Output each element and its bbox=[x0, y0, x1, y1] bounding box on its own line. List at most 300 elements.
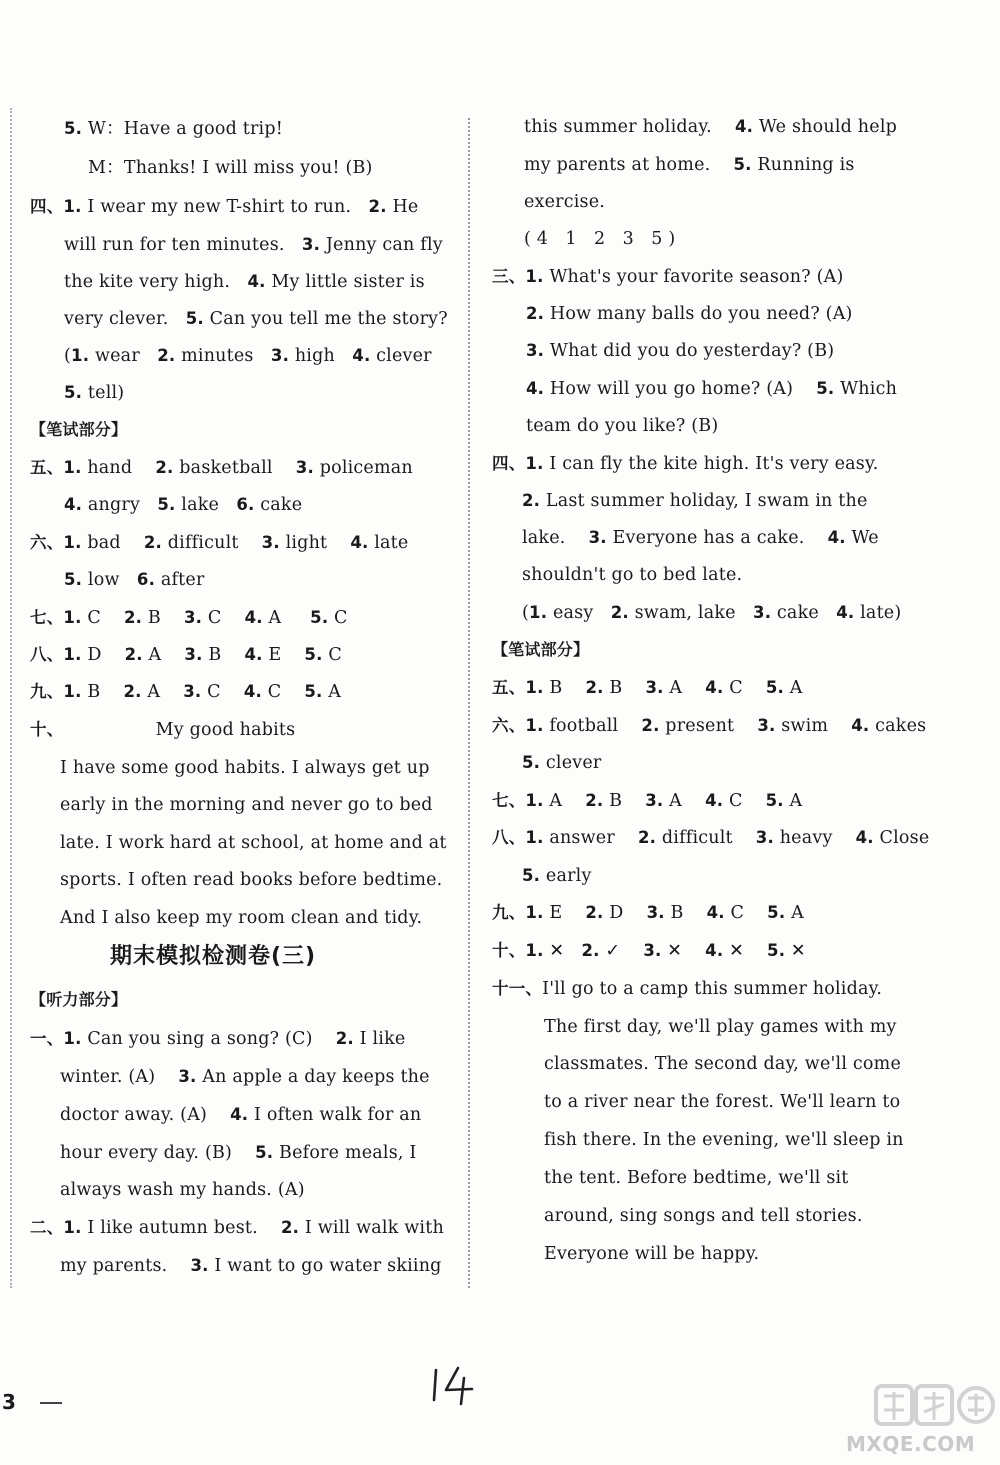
item-number: 2. bbox=[123, 608, 143, 627]
answer-text: My good habits bbox=[63, 720, 296, 740]
item-number: 3. bbox=[295, 458, 314, 477]
answer-text: An apple a day keeps the bbox=[196, 1067, 430, 1087]
answer-text: W：Have a good trip! bbox=[82, 119, 283, 139]
answer-text: Last summer holiday, I swam in the bbox=[540, 491, 868, 511]
answer-text: What did you do yesterday? (B) bbox=[544, 341, 835, 361]
item-number: 3. bbox=[184, 608, 203, 627]
item-number: 5. bbox=[765, 791, 784, 810]
right-line bbox=[544, 1205, 863, 1227]
answer-text: low bbox=[82, 570, 137, 590]
item-number: 1. bbox=[63, 1029, 82, 1048]
right-line bbox=[492, 453, 879, 475]
left-line bbox=[60, 1142, 417, 1164]
answer-text: I like bbox=[353, 1029, 406, 1049]
item-number: 2. bbox=[585, 678, 604, 697]
answer-text: Everyone has a cake. bbox=[606, 528, 828, 548]
answer-text: basketball bbox=[173, 458, 296, 478]
answer-text: And I also keep my room clean and tidy. bbox=[60, 908, 423, 928]
left-margin-dotted-line bbox=[10, 108, 12, 1288]
answer-text: A bbox=[785, 903, 804, 923]
item-number: 九、 bbox=[492, 903, 526, 922]
answer-text: shouldn't go to bed late. bbox=[522, 565, 743, 585]
answer-text: clever bbox=[370, 346, 432, 366]
answer-text: high bbox=[289, 346, 353, 366]
answer-text: exercise. bbox=[524, 192, 606, 212]
left-line bbox=[60, 1255, 442, 1277]
answer-text: cake bbox=[254, 495, 303, 515]
item-number: 1. bbox=[63, 197, 82, 216]
answer-text: D bbox=[81, 645, 125, 665]
answer-text: I often walk for an bbox=[248, 1105, 422, 1125]
item-number: 4. bbox=[705, 791, 724, 810]
answer-text: doctor away. (A) bbox=[60, 1105, 231, 1125]
answer-text: I will walk with bbox=[299, 1218, 444, 1238]
item-number: 2. bbox=[124, 645, 143, 664]
answer-text: Jenny can fly bbox=[320, 235, 443, 255]
right-line bbox=[522, 752, 601, 774]
answer-text: 【笔试部分】 bbox=[492, 640, 590, 659]
item-number: 5. bbox=[310, 608, 329, 627]
item-number: 七、 bbox=[492, 791, 526, 810]
answer-text: How will you go home? (A) bbox=[544, 379, 817, 399]
item-number: 5. bbox=[64, 570, 83, 589]
item-number: 2. bbox=[123, 682, 142, 701]
left-line bbox=[60, 907, 422, 929]
answer-text: B bbox=[603, 791, 646, 811]
left-line bbox=[64, 494, 302, 516]
item-number: 3. bbox=[183, 682, 202, 701]
item-number: 1. bbox=[63, 533, 82, 552]
right-line bbox=[522, 527, 879, 549]
item-number: 4. bbox=[243, 682, 262, 701]
item-number: 2. bbox=[522, 491, 541, 510]
right-line bbox=[522, 865, 592, 887]
left-line bbox=[30, 196, 418, 218]
item-number: 十一、 bbox=[492, 979, 543, 998]
right-line bbox=[544, 1167, 849, 1189]
answer-text: 【笔试部分】 bbox=[30, 420, 128, 439]
answer-text: this summer holiday. bbox=[524, 117, 735, 137]
answer-text: policeman bbox=[313, 458, 413, 478]
answer-text: A bbox=[784, 678, 803, 698]
left-line bbox=[88, 157, 373, 179]
item-number: 6. bbox=[136, 570, 156, 589]
watermark-text: MXQE.COM bbox=[846, 1432, 976, 1456]
right-line bbox=[492, 902, 804, 924]
answer-text: E bbox=[262, 645, 305, 665]
item-number: 3. bbox=[178, 1067, 197, 1086]
right-line bbox=[524, 154, 855, 176]
answer-text: fish there. In the evening, we'll sleep in bbox=[544, 1130, 904, 1150]
answer-text: hand bbox=[81, 458, 156, 478]
left-line bbox=[64, 345, 432, 367]
answer-text: C bbox=[723, 791, 766, 811]
item-number: 3. bbox=[184, 645, 203, 664]
item-number: 3. bbox=[643, 941, 662, 960]
right-line bbox=[522, 490, 868, 512]
item-number: 2. bbox=[585, 903, 604, 922]
answer-text: my parents. bbox=[60, 1256, 191, 1276]
right-line bbox=[492, 677, 803, 699]
answer-text: ( bbox=[522, 603, 530, 623]
item-number: 八、 bbox=[492, 828, 526, 847]
item-number: 3. bbox=[190, 1256, 209, 1275]
right-line bbox=[544, 1129, 904, 1151]
answer-text: B bbox=[664, 903, 707, 923]
item-number: 4. bbox=[734, 117, 754, 136]
answer-text: A bbox=[543, 791, 586, 811]
item-number: 4. bbox=[244, 645, 263, 664]
item-number: 3. bbox=[526, 341, 545, 360]
answer-text: We should help bbox=[753, 117, 898, 137]
exam-title bbox=[110, 946, 316, 969]
item-number: 1. bbox=[525, 716, 544, 735]
item-number: 3. bbox=[646, 903, 665, 922]
item-number: 2. bbox=[610, 603, 629, 622]
answer-text: B bbox=[202, 645, 245, 665]
answer-text: around, sing songs and tell stories. bbox=[544, 1206, 863, 1226]
item-number: 十、 bbox=[30, 720, 64, 739]
item-number: 1. bbox=[525, 941, 544, 960]
right-section-header bbox=[492, 639, 589, 661]
item-number: 2. bbox=[368, 197, 387, 216]
right-line bbox=[492, 715, 926, 737]
item-number: 5. bbox=[522, 866, 541, 885]
answer-text: C bbox=[328, 608, 348, 628]
answer-text: I can fly the kite high. It's very easy. bbox=[543, 454, 879, 474]
answer-text: difficult bbox=[656, 828, 756, 848]
answer-text: Running is bbox=[751, 155, 855, 175]
item-number: 2. bbox=[155, 458, 174, 477]
item-number: 3. bbox=[645, 678, 664, 697]
answer-text: ✕ bbox=[723, 941, 768, 961]
item-number: 1. bbox=[525, 678, 544, 697]
item-number: 3. bbox=[261, 533, 280, 552]
item-number: 1. bbox=[525, 828, 544, 847]
answer-text: I like autumn best. bbox=[81, 1218, 281, 1238]
left-line bbox=[64, 271, 425, 293]
left-line bbox=[30, 644, 342, 666]
answer-text: I'll go to a camp this summer holiday. bbox=[542, 979, 883, 999]
answer-text: early in the morning and never go to bed bbox=[60, 795, 433, 815]
answer-text: Can you tell me the story? bbox=[203, 309, 448, 329]
item-number: 3. bbox=[301, 235, 321, 254]
right-line bbox=[492, 827, 929, 849]
right-line bbox=[492, 978, 882, 1000]
left-line bbox=[30, 607, 348, 629]
answer-text: I want to go water skiing bbox=[208, 1256, 442, 1276]
answer-text: bad bbox=[81, 533, 144, 553]
answer-text: C bbox=[81, 608, 124, 628]
handwritten-number-14 bbox=[428, 1362, 478, 1407]
answer-text: ( 4 1 2 3 5 ) bbox=[524, 229, 676, 249]
answer-text: ✓ bbox=[599, 941, 644, 961]
answer-text: angry bbox=[82, 495, 158, 515]
item-number: 4. bbox=[705, 941, 724, 960]
answer-text: C bbox=[261, 682, 305, 702]
answer-text: lake bbox=[175, 495, 237, 515]
item-number: 2. bbox=[585, 791, 604, 810]
answer-text: late bbox=[368, 533, 409, 553]
right-line bbox=[544, 1016, 897, 1038]
item-number: 1. bbox=[71, 346, 90, 365]
item-number: 二、 bbox=[30, 1218, 64, 1237]
item-number: 3. bbox=[645, 791, 664, 810]
answer-text: Can you sing a song? (C) bbox=[81, 1029, 336, 1049]
item-number: 3. bbox=[757, 716, 776, 735]
item-number: 3. bbox=[755, 828, 774, 847]
right-line bbox=[524, 228, 675, 250]
item-number: 4. bbox=[827, 528, 846, 547]
item-number: 3. bbox=[588, 528, 607, 547]
answer-text: Everyone will be happy. bbox=[544, 1244, 760, 1264]
item-number: 1. bbox=[63, 458, 82, 477]
answer-text: early bbox=[540, 866, 592, 886]
item-number: 3. bbox=[753, 603, 772, 622]
column-divider bbox=[468, 118, 470, 1288]
right-line bbox=[522, 602, 901, 624]
item-number: 2. bbox=[581, 941, 600, 960]
item-number: 6. bbox=[236, 495, 255, 514]
answer-text: Which bbox=[834, 379, 898, 399]
answer-text: football bbox=[543, 716, 642, 736]
item-number: 四、 bbox=[492, 454, 526, 473]
item-number: 五、 bbox=[492, 678, 526, 697]
left-line bbox=[60, 1104, 421, 1126]
item-number: 4. bbox=[855, 828, 874, 847]
item-number: 1. bbox=[63, 608, 82, 627]
item-number: 七、 bbox=[30, 608, 64, 627]
item-number: 1. bbox=[63, 682, 82, 701]
answer-text: 【听力部分】 bbox=[30, 990, 128, 1009]
item-number: 5. bbox=[64, 383, 83, 402]
item-number: 六、 bbox=[492, 716, 526, 735]
item-number: 4. bbox=[352, 346, 371, 365]
answer-text: I wear my new T-shirt to run. bbox=[81, 197, 369, 217]
item-number: 三、 bbox=[492, 267, 526, 286]
item-number: 5. bbox=[304, 645, 323, 664]
left-line bbox=[30, 457, 413, 479]
item-number: 4. bbox=[350, 533, 369, 552]
answer-text: D bbox=[603, 903, 647, 923]
item-number: 九、 bbox=[30, 682, 64, 701]
item-number: 4. bbox=[706, 903, 725, 922]
answer-text: easy bbox=[547, 603, 611, 623]
right-line bbox=[492, 790, 802, 812]
right-line bbox=[522, 564, 742, 586]
answer-text: late) bbox=[854, 603, 902, 623]
item-number: 1. bbox=[525, 791, 544, 810]
item-number: 十、 bbox=[492, 941, 526, 960]
answer-text: very clever. bbox=[64, 309, 186, 329]
answer-text: lake. bbox=[522, 528, 589, 548]
item-number: 5. bbox=[157, 495, 176, 514]
answer-text: the tent. Before bedtime, we'll sit bbox=[544, 1168, 849, 1188]
answer-text: hour every day. (B) bbox=[60, 1143, 256, 1163]
right-line bbox=[526, 378, 897, 400]
answer-text: always wash my hands. (A) bbox=[60, 1180, 305, 1200]
answer-text: B bbox=[543, 678, 586, 698]
answer-text: present bbox=[659, 716, 758, 736]
answer-text: ✕ bbox=[543, 941, 582, 961]
left-line bbox=[64, 118, 283, 140]
page-number: 3 bbox=[2, 1390, 16, 1414]
answer-text: 期末模拟检测卷(三) bbox=[110, 944, 317, 969]
item-number: 5. bbox=[767, 903, 786, 922]
answer-text: cake bbox=[771, 603, 837, 623]
item-number: 4. bbox=[230, 1105, 249, 1124]
answer-text: B bbox=[81, 682, 124, 702]
answer-text: my parents at home. bbox=[524, 155, 734, 175]
answer-text: A bbox=[262, 608, 311, 628]
left-line bbox=[60, 869, 442, 891]
item-number: 5. bbox=[255, 1143, 274, 1162]
item-number: 2. bbox=[335, 1029, 354, 1048]
left-line bbox=[60, 1066, 430, 1088]
answer-text: How many balls do you need? (A) bbox=[544, 304, 853, 324]
left-section-header bbox=[30, 989, 127, 1011]
right-line bbox=[524, 191, 605, 213]
answer-text: A bbox=[141, 682, 184, 702]
item-number: 4. bbox=[244, 608, 263, 627]
answer-text: sports. I often read books before bedtime. bbox=[60, 870, 443, 890]
item-number: 四、 bbox=[30, 197, 64, 216]
item-number: 1. bbox=[525, 903, 544, 922]
left-line bbox=[64, 308, 448, 330]
answer-text: A bbox=[663, 678, 706, 698]
item-number: 1. bbox=[525, 454, 544, 473]
answer-text: M：Thanks! I will miss you! (B) bbox=[88, 158, 373, 178]
item-number: 一、 bbox=[30, 1029, 64, 1048]
answer-text: swim bbox=[775, 716, 852, 736]
item-number: 4. bbox=[247, 272, 266, 291]
item-number: 1. bbox=[63, 1218, 82, 1237]
item-number: 五、 bbox=[30, 458, 64, 477]
answer-text: A bbox=[322, 682, 342, 702]
answer-text: A bbox=[663, 791, 706, 811]
item-number: 1. bbox=[529, 603, 548, 622]
item-number: 2. bbox=[637, 828, 657, 847]
item-number: 六、 bbox=[30, 533, 64, 552]
left-section-header bbox=[30, 419, 127, 441]
answer-text: ✕ bbox=[785, 941, 806, 961]
answer-text: winter. (A) bbox=[60, 1067, 179, 1087]
answer-text: after bbox=[155, 570, 205, 590]
answer-text: The first day, we'll play games with my bbox=[544, 1017, 897, 1037]
right-line bbox=[526, 303, 853, 325]
answer-text: late. I work hard at school, at home and at bbox=[60, 833, 447, 853]
right-line bbox=[492, 266, 843, 288]
answer-text: C bbox=[724, 903, 768, 923]
item-number: 1. bbox=[525, 267, 544, 286]
answer-text: E bbox=[543, 903, 586, 923]
answer-text: minutes bbox=[175, 346, 271, 366]
answer-text: We bbox=[845, 528, 879, 548]
item-number: 2. bbox=[641, 716, 660, 735]
answer-text: Close bbox=[873, 828, 930, 848]
item-number: 5. bbox=[816, 379, 835, 398]
answer-text: the kite very high. bbox=[64, 272, 248, 292]
item-number: 2. bbox=[526, 304, 545, 323]
left-line bbox=[64, 569, 205, 591]
right-line bbox=[524, 116, 897, 138]
item-number: 4. bbox=[705, 678, 724, 697]
answer-text: tell) bbox=[82, 383, 125, 403]
item-number: 4. bbox=[836, 603, 855, 622]
left-line bbox=[64, 234, 443, 256]
item-number: 5. bbox=[522, 753, 541, 772]
answer-text: to a river near the forest. We'll learn to bbox=[544, 1092, 901, 1112]
answer-text: A bbox=[142, 645, 185, 665]
answer-text: Before meals, I bbox=[273, 1143, 417, 1163]
item-number: 3. bbox=[270, 346, 290, 365]
answer-text: clever bbox=[540, 753, 602, 773]
right-line bbox=[544, 1243, 759, 1265]
answer-text: I have some good habits. I always get up bbox=[60, 758, 430, 778]
item-number: 八、 bbox=[30, 645, 64, 664]
item-number: 4. bbox=[526, 379, 545, 398]
item-number: 2. bbox=[280, 1218, 300, 1237]
answer-text: difficult bbox=[161, 533, 262, 553]
answer-text: will run for ten minutes. bbox=[64, 235, 302, 255]
left-line bbox=[60, 1179, 305, 1201]
left-line bbox=[64, 382, 124, 404]
item-number: 5. bbox=[767, 941, 786, 960]
answer-text: B bbox=[142, 608, 184, 628]
answer-text: ( bbox=[64, 346, 72, 366]
right-line bbox=[544, 1091, 900, 1113]
answer-text: C bbox=[202, 608, 245, 628]
left-line bbox=[30, 1028, 405, 1050]
answer-text: light bbox=[279, 533, 351, 553]
answer-text: What's your favorite season? (A) bbox=[543, 267, 844, 287]
answer-text: C bbox=[322, 645, 342, 665]
left-line bbox=[30, 1217, 444, 1239]
answer-text: C bbox=[201, 682, 244, 702]
answer-text: He bbox=[386, 197, 419, 217]
answer-text: wear bbox=[89, 346, 158, 366]
answer-text: heavy bbox=[773, 828, 856, 848]
left-line bbox=[30, 719, 295, 741]
item-number: 5. bbox=[64, 119, 83, 138]
answer-text: A bbox=[783, 791, 803, 811]
left-line bbox=[60, 832, 447, 854]
item-number: 5. bbox=[304, 682, 323, 701]
right-line bbox=[492, 940, 806, 962]
answer-text: answer bbox=[543, 828, 638, 848]
item-number: 5. bbox=[733, 155, 752, 174]
answer-text: B bbox=[603, 678, 646, 698]
left-line bbox=[30, 532, 408, 554]
right-line bbox=[526, 415, 718, 437]
item-number: 4. bbox=[64, 495, 83, 514]
item-number: 2. bbox=[157, 346, 176, 365]
item-number: 1. bbox=[63, 645, 82, 664]
answer-text: classmates. The second day, we'll come bbox=[544, 1054, 902, 1074]
left-line bbox=[30, 681, 341, 703]
answer-text: My little sister is bbox=[265, 272, 425, 292]
answer-text: ✕ bbox=[661, 941, 706, 961]
answer-text: C bbox=[723, 678, 766, 698]
left-line bbox=[60, 794, 433, 816]
left-line bbox=[60, 757, 430, 779]
answer-text: team do you like? (B) bbox=[526, 416, 719, 436]
item-number: 5. bbox=[185, 309, 204, 328]
right-line bbox=[526, 340, 834, 362]
item-number: 4. bbox=[851, 716, 870, 735]
answer-text: cakes bbox=[869, 716, 927, 736]
right-line bbox=[544, 1053, 901, 1075]
